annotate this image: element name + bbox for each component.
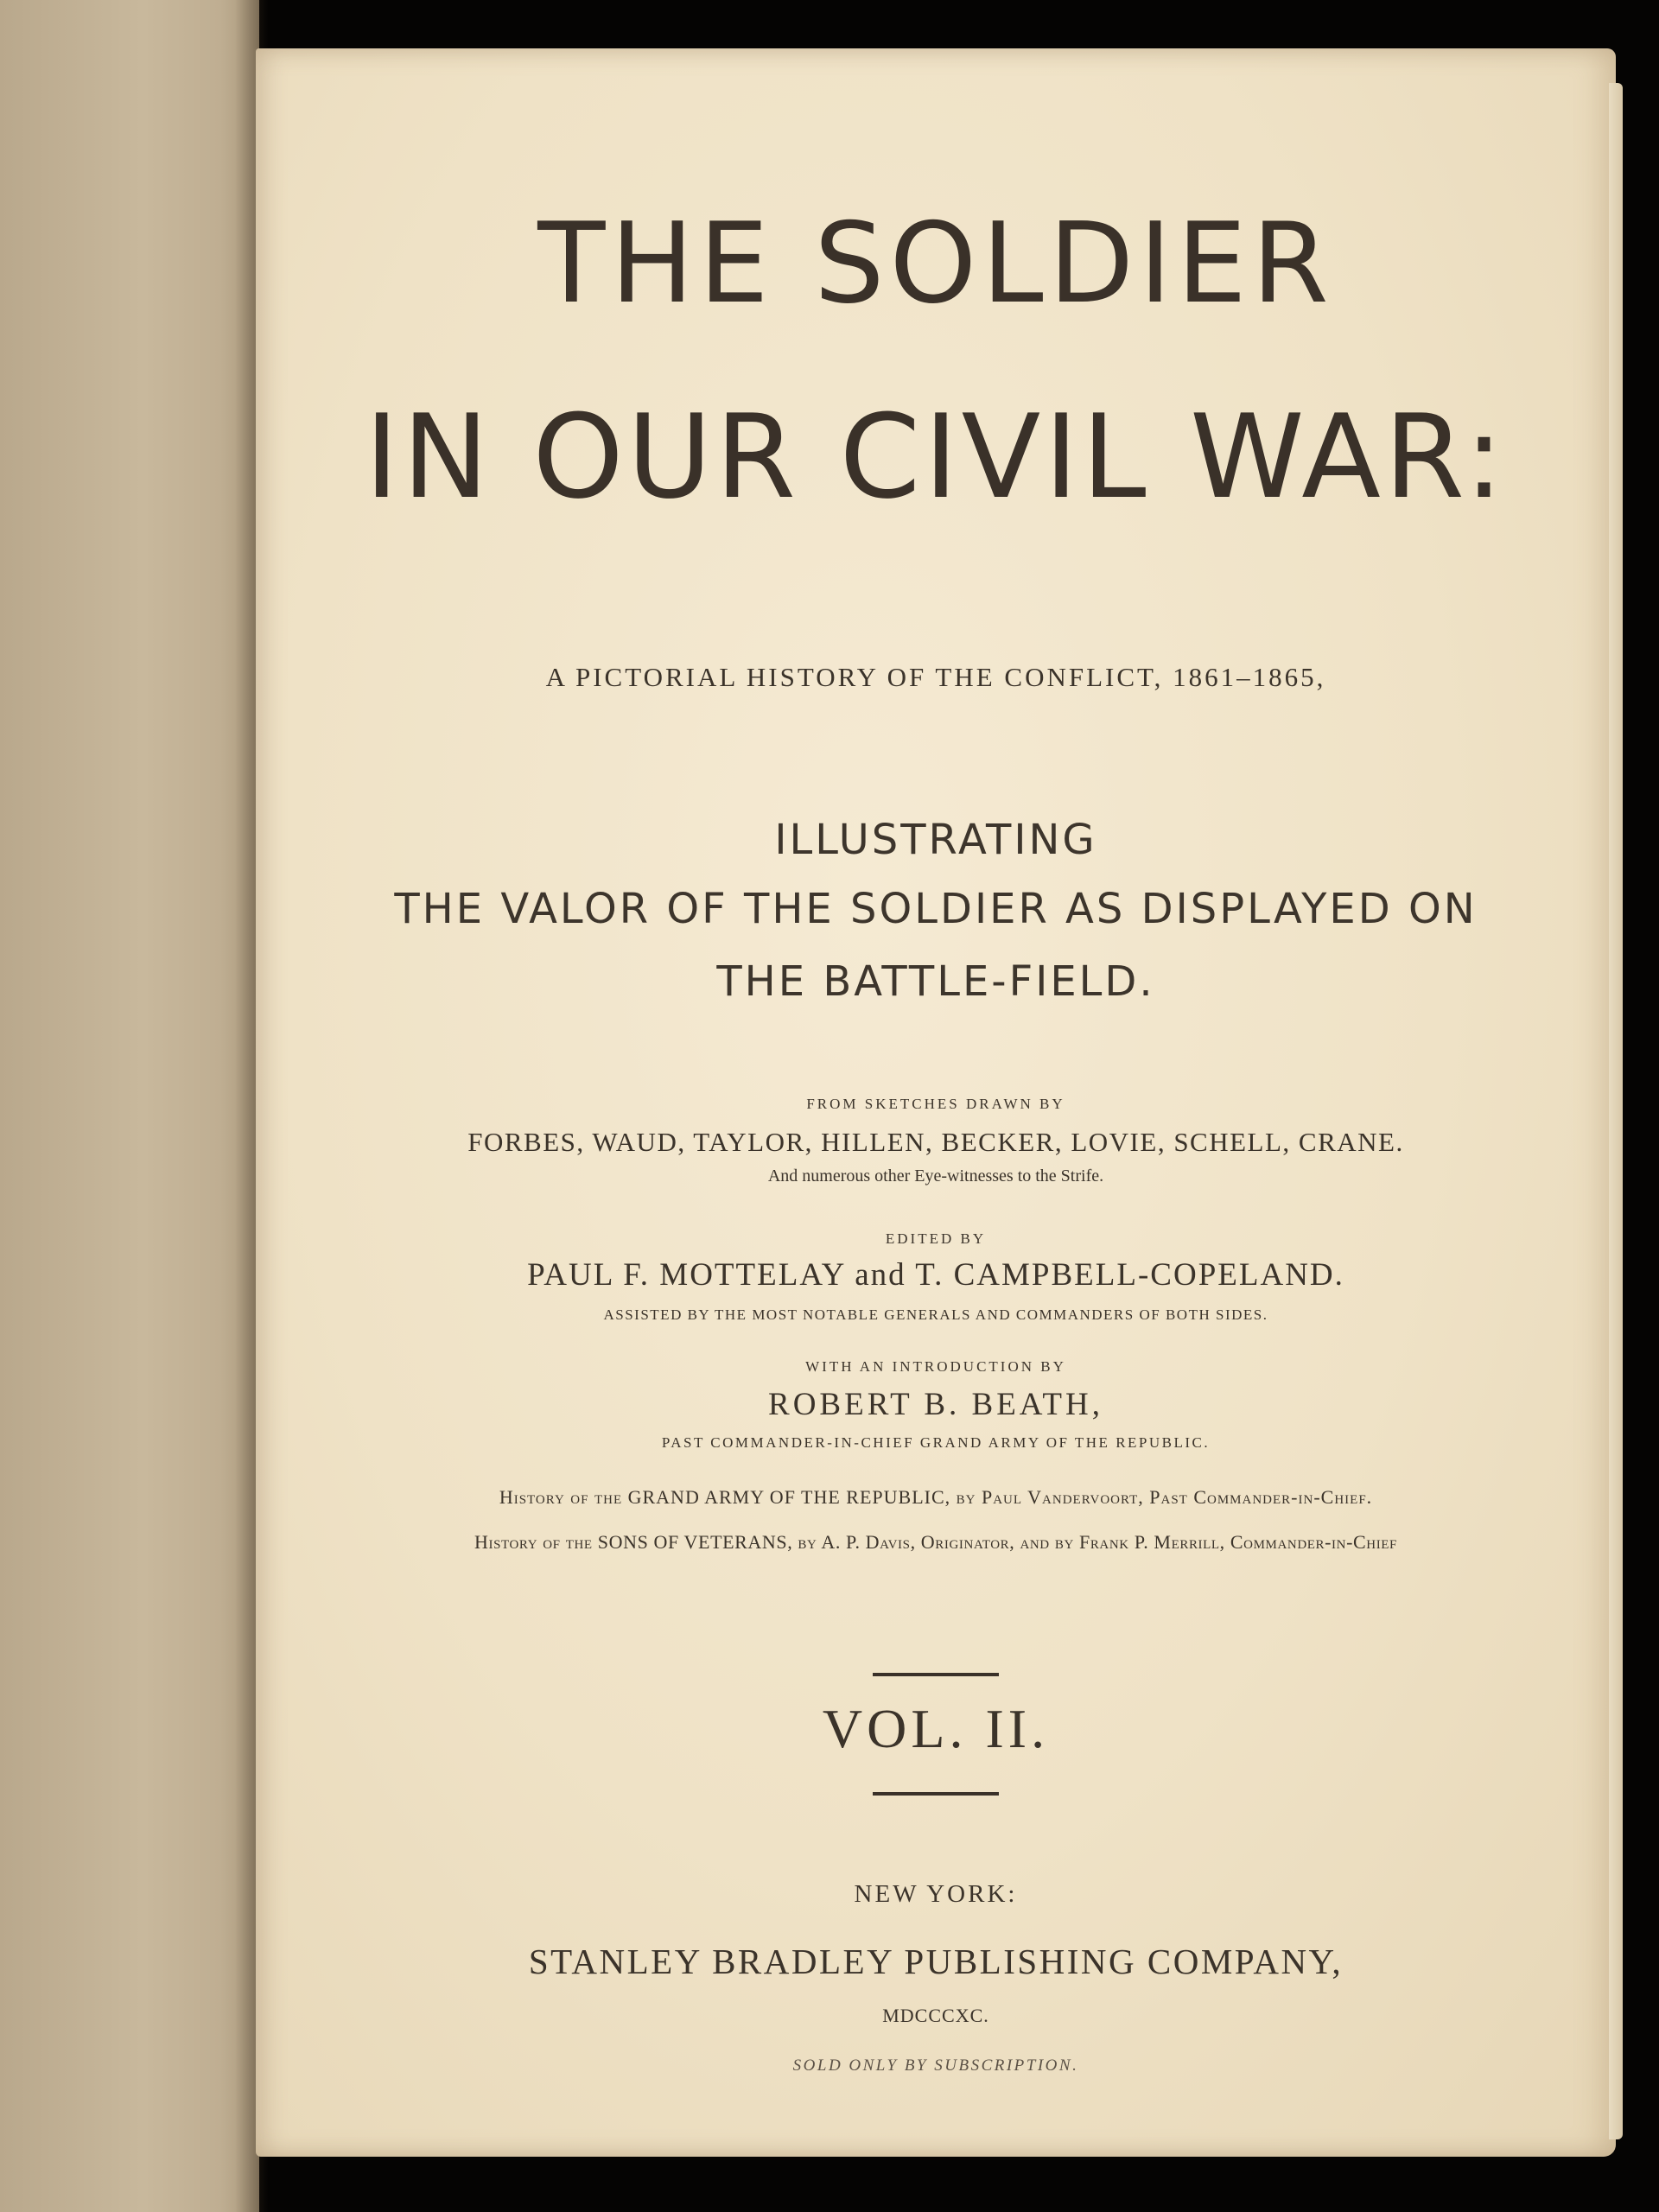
publisher-name: STANLEY BRADLEY PUBLISHING COMPANY,: [528, 1942, 1344, 1981]
book-cover-board: [0, 0, 259, 2212]
title-page: [256, 48, 1616, 2157]
title-line-1: THE SOLDIER: [537, 200, 1334, 328]
sketches-intro: FROM SKETCHES DRAWN BY: [806, 1096, 1065, 1112]
illustrating-line-1: ILLUSTRATING: [774, 816, 1097, 864]
introduction-by-label: WITH AN INTRODUCTION BY: [805, 1358, 1066, 1375]
publication-year: MDCCCXC.: [882, 2005, 989, 2026]
publication-city: NEW YORK:: [854, 1880, 1018, 1908]
introducer-name: ROBERT B. BEATH,: [768, 1387, 1103, 1422]
volume-rule-top: [873, 1673, 999, 1676]
illustrating-line-2: THE VALOR OF THE SOLDIER AS DISPLAYED ON: [394, 885, 1478, 933]
assisted-by-note: ASSISTED BY THE MOST NOTABLE GENERALS AND COMMANDERS OF BOTH SIDES.: [603, 1306, 1268, 1323]
volume-rule-bottom: [873, 1792, 999, 1796]
editors: PAUL F. MOTTELAY and T. CAMPBELL-COPELAND.: [527, 1257, 1344, 1293]
eyewitnesses-note: And numerous other Eye-witnesses to the Strife.: [767, 1166, 1104, 1185]
artists-list: FORBES, WAUD, TAYLOR, HILLEN, BECKER, LOVIE, SCHELL, CRANE.: [467, 1127, 1404, 1157]
volume-number: VOL. II.: [822, 1698, 1050, 1759]
illustrating-line-3: THE BATTLE-FIELD.: [716, 957, 1155, 1006]
sold-by-subscription-note: SOLD ONLY BY SUBSCRIPTION.: [792, 2056, 1079, 2075]
introducer-title: PAST COMMANDER-IN-CHIEF GRAND ARMY OF THE REPUBLIC.: [661, 1434, 1211, 1451]
history-line-2: History of the SONS OF VETERANS, by A. P. Davis, Originator, and by Frank P. Merrill, Commander-in-Chief: [474, 1531, 1398, 1553]
edited-by-label: EDITED BY: [885, 1230, 987, 1247]
subtitle: A PICTORIAL HISTORY OF THE CONFLICT, 1861–1865,: [545, 662, 1326, 692]
title-line-2: IN OUR CIVIL WAR:: [364, 390, 1508, 524]
history-line-1: History of the GRAND ARMY OF THE REPUBLIC, by Paul Vandervoort, Past Commander-in-Chief.: [499, 1486, 1373, 1508]
